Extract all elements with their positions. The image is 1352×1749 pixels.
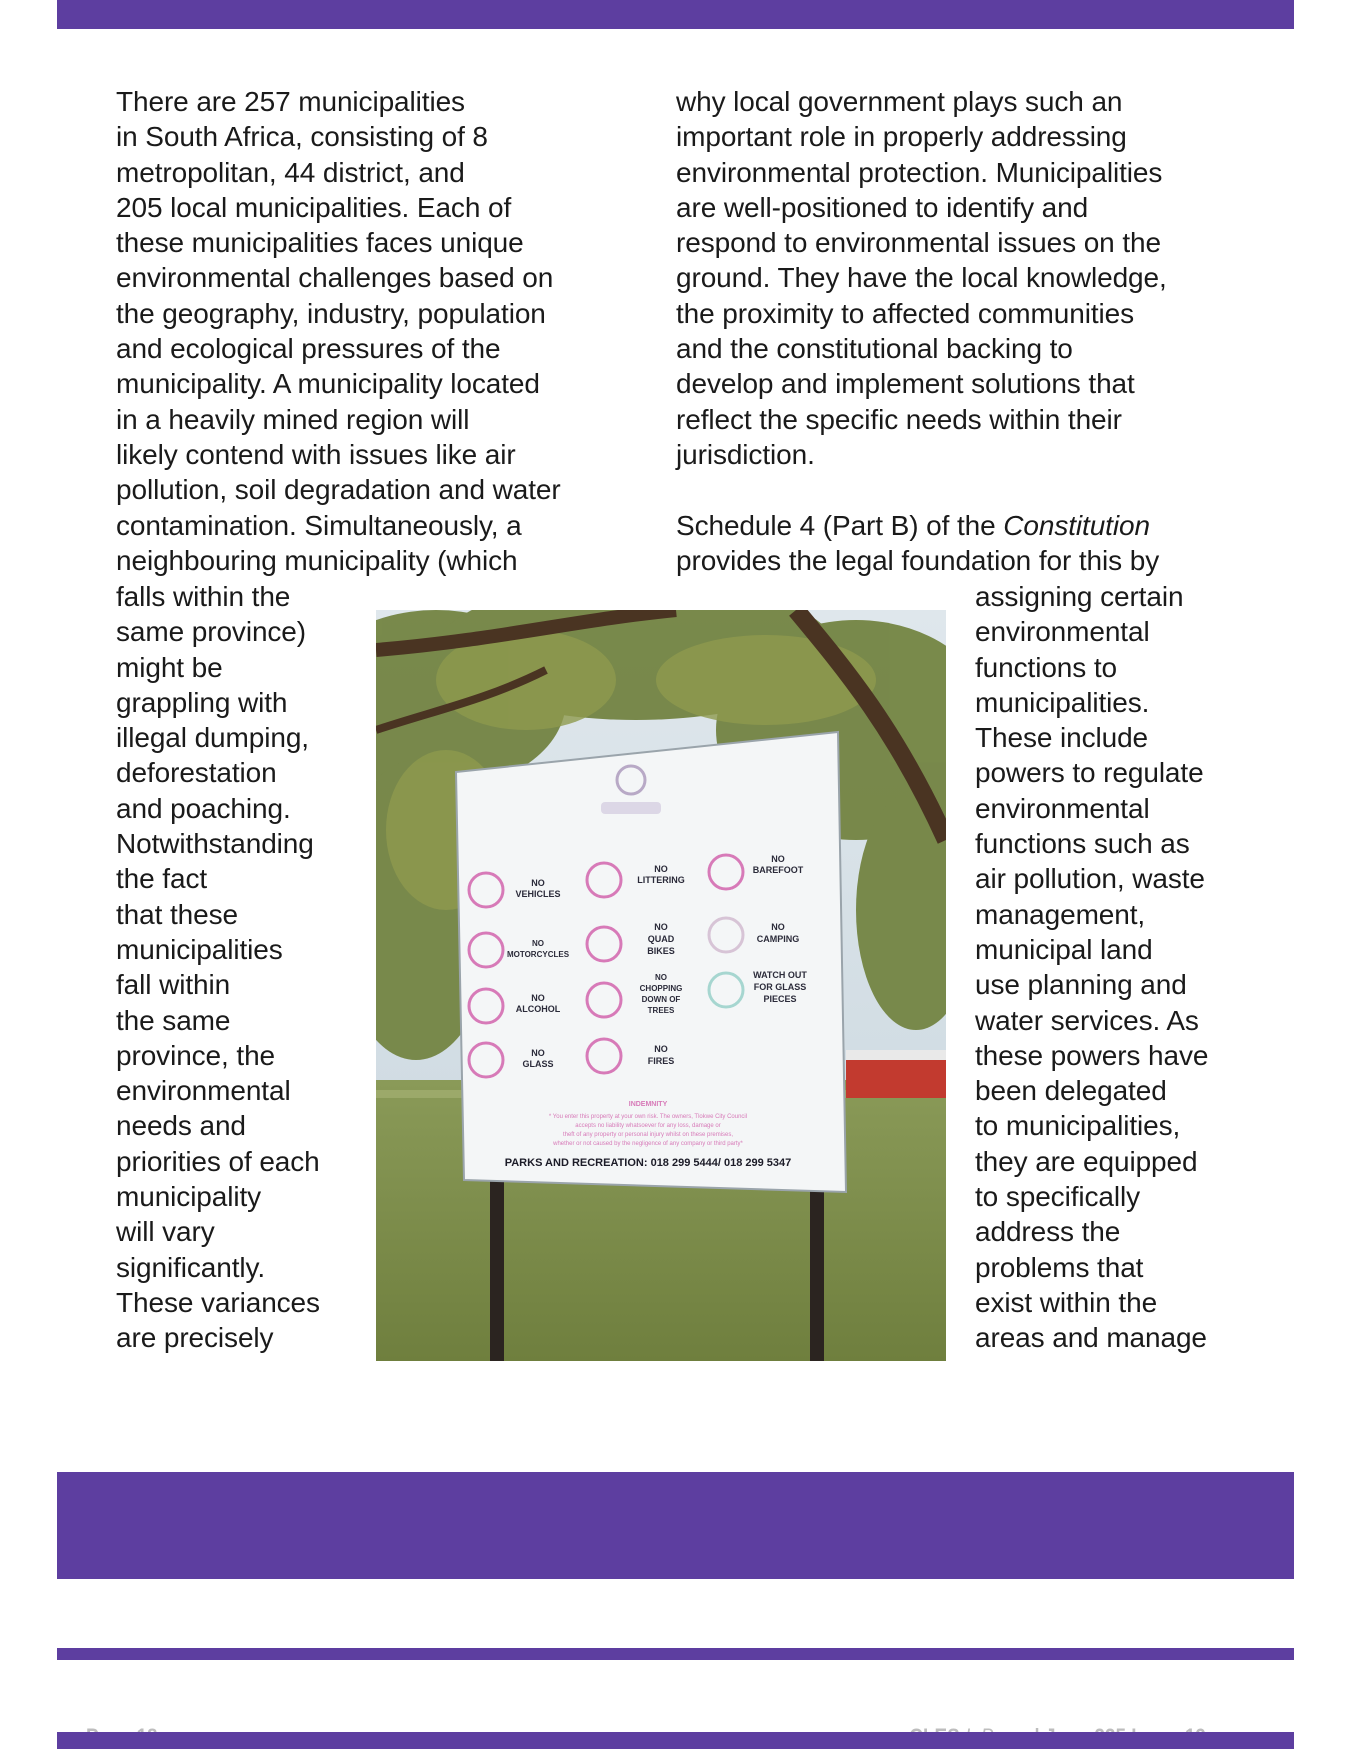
text-line: areas and manage (975, 1322, 1207, 1354)
text-line: These variances (116, 1286, 320, 1318)
text-line: and poaching. (116, 792, 291, 824)
text-line: province, the (116, 1039, 276, 1071)
text-line: to municipalities, (975, 1110, 1181, 1142)
text-line: neighbouring municipality (which (116, 544, 518, 576)
text-line: the geography, industry, population (116, 297, 546, 329)
text-line: There are 257 municipalities (116, 86, 465, 117)
text-line: in South Africa, consisting of 8 (116, 121, 488, 153)
text-line: been delegated (975, 1075, 1167, 1107)
sign-label-7: NO CHOPPING DOWN OF TREES (639, 973, 683, 1015)
text-line: 205 local municipalities. Each of (116, 191, 512, 223)
text-line: functions to (975, 651, 1117, 683)
sign-label-2: NO BAREFOOT (752, 854, 804, 875)
text-line: jurisdiction. (676, 438, 815, 470)
text-line: likely contend with issues like air (116, 438, 516, 470)
text-line: municipal land (975, 933, 1153, 965)
text-line: these municipalities faces unique (116, 227, 524, 259)
text-line: municipalities. (975, 686, 1150, 718)
text-line: needs and (116, 1110, 246, 1142)
text-line: powers to regulate (975, 757, 1204, 789)
text-line: municipality (116, 1181, 262, 1213)
text-line: falls within the (116, 581, 291, 612)
text-line: important role in properly addressing (676, 121, 1127, 153)
text-line: fall within (116, 969, 231, 1001)
text-line: air pollution, waste (975, 863, 1205, 895)
sign-label-8: WATCH OUT FOR GLASS PIECES (753, 970, 807, 1004)
sign-label-3: NO MOTORCYCLES (506, 939, 570, 959)
text-line: develop and implement solutions that (676, 368, 1135, 400)
purple-band (57, 1472, 1294, 1579)
indemnity-text: * You enter this property at your own risk. The owners, Tlokwe City Council accepts no liability whatsoever for any loss, damage or theft of any property or personal injury whilst on these premises, whether or not caused by the negligence of any company or third party* (548, 1114, 748, 1147)
text-line: contamination. Simultaneously, a (116, 509, 522, 541)
text-line: municipalities (116, 933, 283, 965)
text-line: will vary (116, 1216, 215, 1248)
text-line: exist within the (975, 1286, 1158, 1318)
text-line: municipality. A municipality located (116, 368, 540, 400)
sign-label-6: NO ALCOHOL (515, 993, 561, 1014)
text-line: the same (116, 1004, 231, 1036)
sign-label-0: NO VEHICLES (515, 878, 561, 899)
text-line: use planning and (975, 969, 1187, 1001)
text-line: these powers have (975, 1039, 1209, 1071)
text-line: reflect the specific needs within their (676, 403, 1122, 435)
text-line: might be (116, 651, 223, 683)
text-line: to specifically (975, 1181, 1141, 1213)
text-line: priorities of each (116, 1145, 320, 1177)
text-line: grappling with (116, 686, 288, 718)
text-line: ground. They have the local knowledge, (676, 262, 1167, 294)
sign-contact: PARKS AND RECREATION: 018 299 5444/ 018 299 5347 (504, 1157, 792, 1169)
text-line: pollution, soil degradation and water (116, 474, 561, 506)
sign-label-10: NO FIRES (647, 1044, 675, 1066)
text-line: and the constitutional backing to (676, 333, 1073, 365)
text-line: respond to environmental issues on the (676, 227, 1161, 259)
column-1-intro-paragraph (116, 84, 561, 578)
text-line: are well-positioned to identify and (676, 191, 1089, 223)
top-accent-bar (57, 0, 1294, 29)
text-line: environmental protection. Municipalities (676, 156, 1163, 188)
text-line: same province) (116, 616, 307, 648)
sign-label-4: NO QUAD BIKES (647, 922, 675, 956)
text-line: environmental (975, 616, 1150, 648)
text-line: functions such as (975, 828, 1190, 860)
text-line: the fact (116, 863, 208, 895)
text-line: environmental challenges based on (116, 262, 554, 294)
text-line: water services. As (975, 1004, 1199, 1036)
text-line: environmental (116, 1075, 291, 1107)
sign-label-1: NO LITTERING (637, 864, 685, 885)
text-line: illegal dumping, (116, 722, 309, 754)
text-line: address the (975, 1216, 1121, 1248)
sign-label-5: NO CAMPING (756, 922, 800, 944)
text-line: that these (116, 898, 238, 930)
column-1-wrap-paragraph (116, 579, 320, 1356)
text-line: are precisely (116, 1322, 274, 1354)
text-line: environmental (975, 792, 1150, 824)
text-line: metropolitan, 44 district, and (116, 156, 465, 188)
text-line: in a heavily mined region will (116, 403, 470, 435)
column-2-intro-paragraph (676, 84, 1167, 472)
text-line: problems that (975, 1251, 1144, 1283)
indemnity-title: INDEMNITY (628, 1101, 668, 1108)
text-line: and ecological pressures of the (116, 333, 501, 365)
text-line: Notwithstanding (116, 828, 314, 860)
schedule-paragraph: Schedule 4 (Part B) of the Constitution provides the legal foundation for this by (676, 510, 1160, 577)
text-line: significantly. (116, 1251, 266, 1283)
sign-label-9: NO GLASS (522, 1048, 554, 1069)
footer-divider-bar (57, 1648, 1294, 1660)
text-line: the proximity to affected communities (676, 297, 1134, 329)
bottom-accent-bar (57, 1732, 1294, 1749)
text-line: management, (975, 898, 1146, 930)
text-line: deforestation (116, 757, 277, 789)
text-line: These include (975, 722, 1149, 754)
text-line: they are equipped (975, 1145, 1198, 1177)
text-line: why local government plays such an (676, 86, 1123, 117)
park-sign-photo (376, 610, 946, 1361)
constitution-italic: Constitution (1003, 510, 1150, 541)
text-line: assigning certain (975, 581, 1184, 612)
column-2-wrap-paragraph (975, 579, 1208, 1356)
